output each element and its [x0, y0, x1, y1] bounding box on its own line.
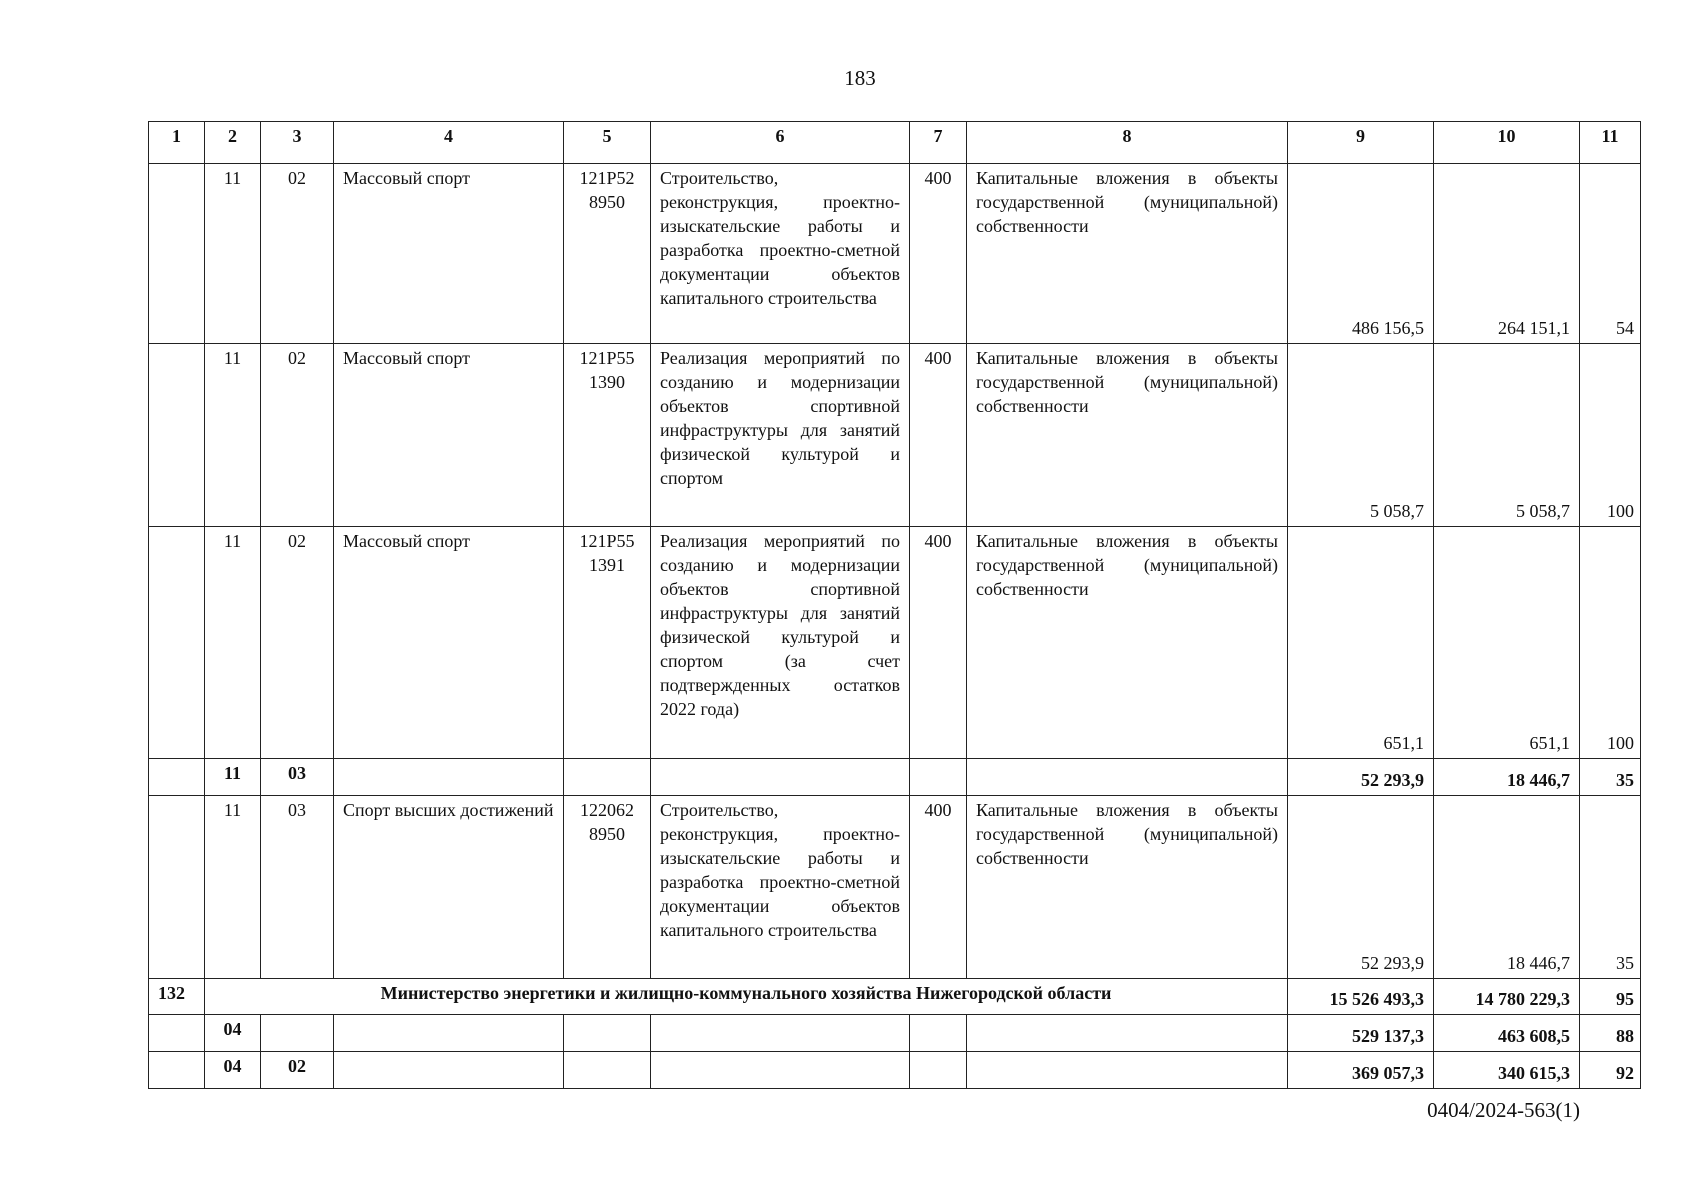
header-cell: 7: [910, 122, 967, 164]
table-row: [149, 527, 1641, 759]
cell-percent: 100: [1580, 527, 1641, 759]
cell-name: Массовый спорт: [334, 164, 564, 344]
cell-executed: 463 608,5: [1434, 1015, 1580, 1052]
cell-subsection: 02: [261, 527, 334, 759]
cell-section: 11: [205, 796, 261, 979]
cell-expense-name: Капитальные вложения в объекты государственной (муниципальной) собственности: [967, 344, 1288, 527]
cell-percent: 92: [1580, 1052, 1641, 1089]
subtotal-row: [149, 1015, 1641, 1052]
cell-section: 11: [205, 759, 261, 796]
cell-executed: 340 615,3: [1434, 1052, 1580, 1089]
cell-section: 11: [205, 527, 261, 759]
cell-percent: 35: [1580, 796, 1641, 979]
cell-percent: 54: [1580, 164, 1641, 344]
cell-empty: [910, 1015, 967, 1052]
cell-section: 04: [205, 1015, 261, 1052]
cell-empty: [967, 759, 1288, 796]
cell-empty: [261, 1015, 334, 1052]
header-cell: 9: [1288, 122, 1434, 164]
table-row: [149, 344, 1641, 527]
cell-section: 04: [205, 1052, 261, 1089]
cell-expense-name: Капитальные вложения в объекты государственной (муниципальной) собственности: [967, 164, 1288, 344]
cell-target-name: Реализация мероприятий по созданию и модернизации объектов спортивной инфраструктуры для занятий физической культурой и спортом (за счет подтвержденных остатков 2022 года): [651, 527, 910, 759]
cell-target-code: 121P52 8950: [564, 164, 651, 344]
cell-subsection: 03: [261, 759, 334, 796]
header-cell: 11: [1580, 122, 1641, 164]
document-code: 0404/2024-563(1): [1427, 1098, 1580, 1122]
header-cell: 3: [261, 122, 334, 164]
cell-executed: 14 780 229,3: [1434, 979, 1580, 1015]
cell-empty: [564, 1052, 651, 1089]
cell-name: Массовый спорт: [334, 527, 564, 759]
cell-subsection: 02: [261, 164, 334, 344]
cell-planned: 15 526 493,3: [1288, 979, 1434, 1015]
cell-empty: [651, 1052, 910, 1089]
cell-planned: 5 058,7: [1288, 344, 1434, 527]
cell-target-name: Строительство, реконструкция, проектно-изыскательские работы и разработка проектно-сметной документации объектов капитального строительства: [651, 164, 910, 344]
cell-empty: [651, 1015, 910, 1052]
cell-percent: 95: [1580, 979, 1641, 1015]
cell-empty: [149, 796, 205, 979]
cell-empty: [564, 759, 651, 796]
cell-empty: [149, 759, 205, 796]
cell-expense-name: Капитальные вложения в объекты государственной (муниципальной) собственности: [967, 796, 1288, 979]
cell-executed: 5 058,7: [1434, 344, 1580, 527]
budget-table: [148, 121, 1641, 1089]
cell-executed: 18 446,7: [1434, 796, 1580, 979]
header-cell: 5: [564, 122, 651, 164]
page-number: 183: [844, 66, 876, 90]
header-cell: 4: [334, 122, 564, 164]
cell-section: 11: [205, 164, 261, 344]
cell-empty: [149, 527, 205, 759]
cell-planned: 369 057,3: [1288, 1052, 1434, 1089]
table-row: [149, 164, 1641, 344]
cell-planned: 486 156,5: [1288, 164, 1434, 344]
cell-executed: 18 446,7: [1434, 759, 1580, 796]
cell-planned: 52 293,9: [1288, 796, 1434, 979]
cell-empty: [334, 1052, 564, 1089]
header-cell: 1: [149, 122, 205, 164]
cell-executed: 264 151,1: [1434, 164, 1580, 344]
cell-target-code: 121P55 1390: [564, 344, 651, 527]
cell-empty: [967, 1052, 1288, 1089]
cell-expense-type: 400: [910, 796, 967, 979]
cell-expense-type: 400: [910, 527, 967, 759]
cell-empty: [149, 344, 205, 527]
cell-executed: 651,1: [1434, 527, 1580, 759]
cell-planned: 651,1: [1288, 527, 1434, 759]
subtotal-row: [149, 1052, 1641, 1089]
header-cell: 2: [205, 122, 261, 164]
cell-subsection: 03: [261, 796, 334, 979]
cell-subsection: 02: [261, 344, 334, 527]
cell-percent: 35: [1580, 759, 1641, 796]
header-cell: 10: [1434, 122, 1580, 164]
cell-percent: 88: [1580, 1015, 1641, 1052]
cell-empty: [149, 1052, 205, 1089]
cell-target-name: Реализация мероприятий по созданию и модернизации объектов спортивной инфраструктуры для занятий физической культурой и спортом: [651, 344, 910, 527]
header-cell: 6: [651, 122, 910, 164]
cell-percent: 100: [1580, 344, 1641, 527]
cell-target-code: 121P55 1391: [564, 527, 651, 759]
cell-empty: [149, 164, 205, 344]
cell-section: 11: [205, 344, 261, 527]
cell-planned: 529 137,3: [1288, 1015, 1434, 1052]
header-cell: 8: [967, 122, 1288, 164]
cell-expense-type: 400: [910, 164, 967, 344]
cell-name: Массовый спорт: [334, 344, 564, 527]
cell-code: 132: [149, 979, 205, 1015]
cell-target-code: 122062 8950: [564, 796, 651, 979]
cell-expense-type: 400: [910, 344, 967, 527]
header-row: [149, 122, 1641, 164]
subtotal-row: [149, 759, 1641, 796]
cell-target-name: Строительство, реконструкция, проектно-изыскательские работы и разработка проектно-сметной документации объектов капитального строительства: [651, 796, 910, 979]
cell-subsection: 02: [261, 1052, 334, 1089]
cell-planned: 52 293,9: [1288, 759, 1434, 796]
cell-empty: [564, 1015, 651, 1052]
cell-expense-name: Капитальные вложения в объекты государственной (муниципальной) собственности: [967, 527, 1288, 759]
cell-empty: [334, 759, 564, 796]
ministry-title: Министерство энергетики и жилищно-коммунального хозяйства Нижегородской области: [205, 979, 1288, 1015]
cell-empty: [910, 1052, 967, 1089]
cell-empty: [910, 759, 967, 796]
table-row: [149, 796, 1641, 979]
cell-empty: [149, 1015, 205, 1052]
cell-empty: [651, 759, 910, 796]
cell-name: Спорт высших достижений: [334, 796, 564, 979]
ministry-row: [149, 979, 1641, 1015]
cell-empty: [334, 1015, 564, 1052]
cell-empty: [967, 1015, 1288, 1052]
